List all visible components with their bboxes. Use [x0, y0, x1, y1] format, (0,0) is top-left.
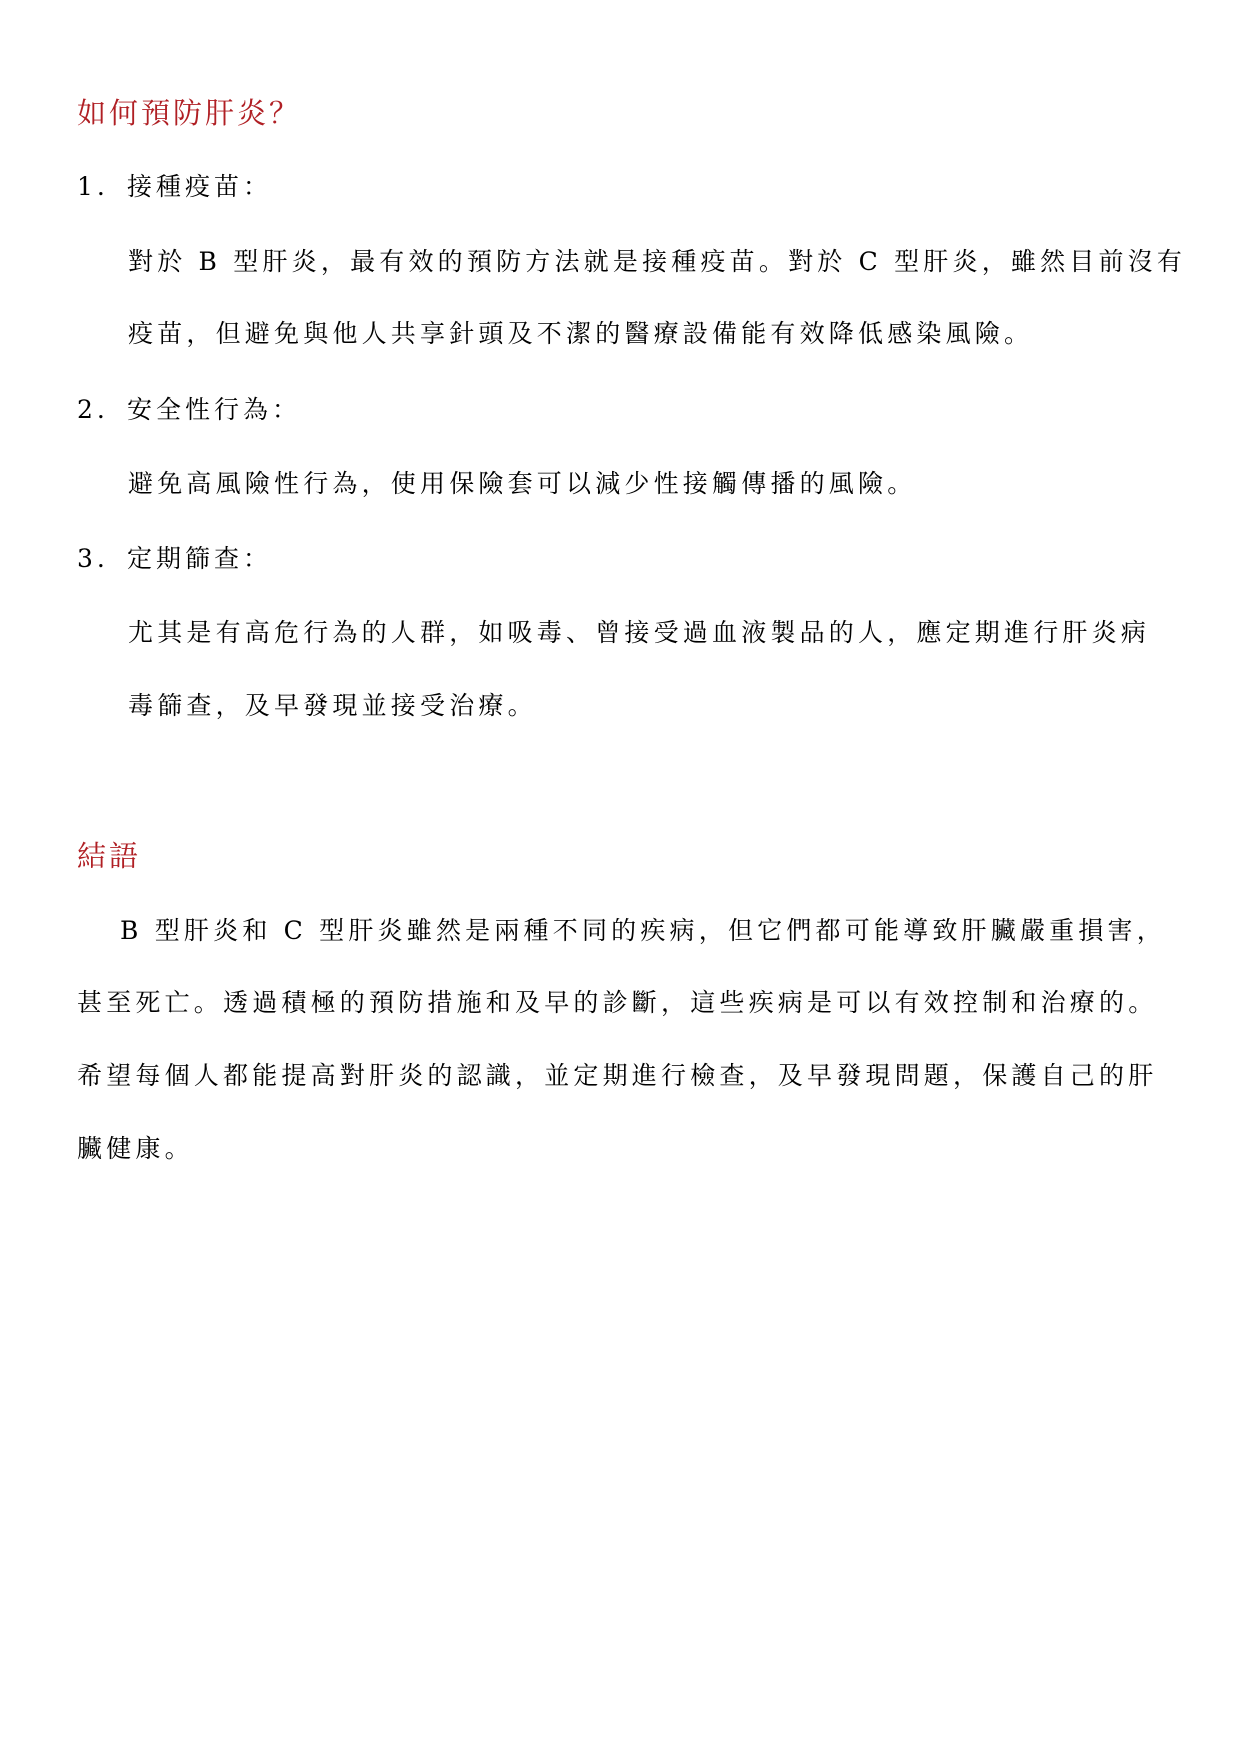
- paragraph-line: 對於 B 型肝炎，最有效的預防方法就是接種疫苗。對於 C 型肝炎，雖然目前沒有: [128, 247, 1187, 276]
- paragraph-line: B 型肝炎和 C 型肝炎雖然是兩種不同的疾病，但它們都可能導致肝臟嚴重損害，: [120, 916, 1166, 945]
- list-item-heading: 接種疫苗：: [127, 172, 273, 201]
- paragraph-line: 臟健康。: [77, 1134, 194, 1163]
- paragraph-line: 希望每個人都能提高對肝炎的認識，並定期進行檢查，及早發現問題，保護自己的肝: [77, 1061, 1158, 1090]
- list-item-title: [77, 392, 301, 428]
- list-item-heading: 安全性行為：: [127, 395, 302, 424]
- list-item-heading: 定期篩查：: [127, 544, 273, 573]
- paragraph-line: 甚至死亡。透過積極的預防措施和及早的診斷，這些疾病是可以有效控制和治療的。: [77, 988, 1158, 1017]
- paragraph-line: 毒篩查，及早發現並接受治療。: [128, 691, 537, 720]
- list-item-title: [77, 541, 272, 577]
- paragraph-line: 避免高風險性行為，使用保險套可以減少性接觸傳播的風險。: [128, 469, 917, 498]
- list-item-title: [77, 169, 272, 205]
- list-item-number: 2.: [77, 395, 109, 424]
- section-heading-prevention: 如何預防肝炎？: [77, 96, 302, 130]
- paragraph-line: 疫苗，但避免與他人共享針頭及不潔的醫療設備能有效降低感染風險。: [128, 319, 1034, 348]
- paragraph-line: 尤其是有高危行為的人群，如吸毒、曾接受過血液製品的人，應定期進行肝炎病: [128, 618, 1151, 647]
- list-item-number: 3.: [77, 544, 109, 573]
- list-item-number: 1.: [77, 172, 109, 201]
- section-heading-conclusion: 結語: [77, 839, 142, 873]
